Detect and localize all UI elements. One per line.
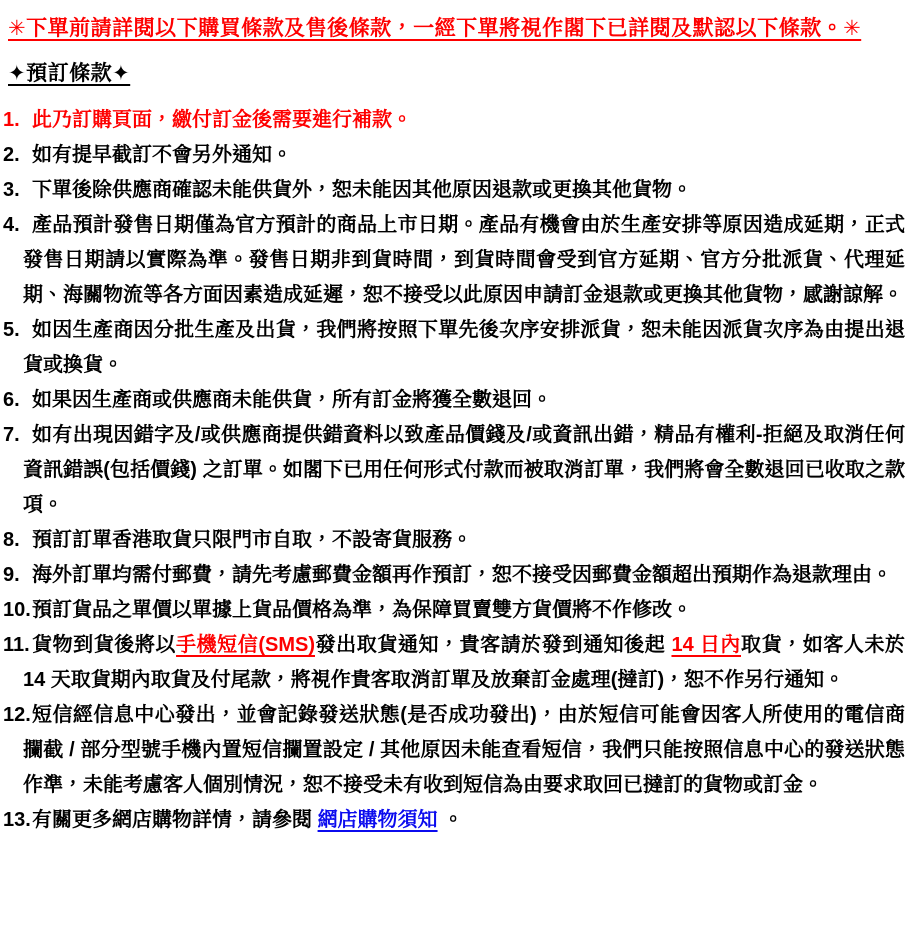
term-text: 取貨，如客人未於 14 天取貨期內取貨及付尾款，將視作貴客取消訂單及放棄訂金處理(撻訂)，恕不作另行通知。	[23, 634, 906, 691]
terms-list	[3, 103, 906, 838]
term-item-13	[3, 803, 905, 838]
term-number: 3.	[3, 179, 20, 201]
term-text: 如因生產商因分批生產及出貨，我們將按照下單先後次序安排派貨，恕未能因派貨次序為由提出退貨或換貨。	[23, 319, 905, 376]
term-item-6	[3, 383, 905, 418]
section-heading-preorder-terms: ✦預訂條款✦	[8, 62, 131, 85]
term-item-4	[3, 208, 905, 313]
term-item-2	[3, 138, 905, 173]
term-item-11	[3, 628, 906, 698]
term-number: 8.	[3, 529, 20, 551]
term-text: 產品預計發售日期僅為官方預計的商品上市日期。產品有機會由於生產安排等原因造成延期，正式發售日期請以實際為準。發售日期非到貨時間，到貨時間會受到官方延期、官方分批派貨、代理延期、海關物流等各方面因素造成延遲，恕不接受以此原因申請訂金退款或更換其他貨物，感謝諒解。	[23, 214, 905, 306]
term-item-1	[3, 103, 905, 138]
term-item-9	[3, 558, 905, 593]
term-text: 如有出現因錯字及/或供應商提供錯資料以致產品價錢及/或資訊出錯，精品有權利-拒絕及取消任何資訊錯誤(包括價錢) 之訂單。如閣下已用任何形式付款而被取消訂單，我們將會全數退回已收取之款項。	[23, 424, 905, 516]
term-text: 此乃訂購頁面，繳付訂金後需要進行補款。	[32, 109, 412, 131]
term-number: 5.	[3, 319, 20, 341]
term-text: 貨物到貨後將以	[32, 634, 177, 656]
term-text: 。	[437, 809, 464, 831]
highlighted-text: 14 日內	[671, 634, 741, 656]
term-number: 4.	[3, 214, 20, 236]
term-item-12	[3, 698, 905, 803]
term-text: 發出取貨通知，貴客請於發到通知後起	[315, 634, 672, 656]
term-number: 2.	[3, 144, 20, 166]
term-number: 11.	[3, 634, 30, 656]
term-number: 6.	[3, 389, 20, 411]
term-text: 預訂貨品之單價以單據上貨品價格為準，為保障買賣雙方貨價將不作修改。	[32, 599, 692, 621]
term-item-5	[3, 313, 905, 383]
term-text: 如果因生產商或供應商未能供貨，所有訂金將獲全數退回。	[32, 389, 552, 411]
term-number: 7.	[3, 424, 20, 446]
term-number: 1.	[3, 109, 20, 131]
term-item-8	[3, 523, 905, 558]
preorder-warning-banner: ✳下單前請詳閱以下購買條款及售後條款，一經下單將視作閣下已詳閱及默認以下條款。✳	[8, 17, 862, 40]
term-number: 9.	[3, 564, 20, 586]
store-shopping-guide-link[interactable]: 網店購物須知	[317, 809, 438, 831]
term-number: 13.	[3, 809, 31, 831]
term-text: 海外訂單均需付郵費，請先考慮郵費金額再作預訂，恕不接受因郵費金額超出預期作為退款理由。	[32, 564, 892, 586]
term-text: 有關更多網店購物詳情，請參閱	[32, 809, 318, 831]
term-text: 如有提早截訂不會另外通知。	[32, 144, 292, 166]
term-item-10	[3, 593, 905, 628]
term-text: 預訂訂單香港取貨只限門市自取，不設寄貨服務。	[32, 529, 472, 551]
term-number: 10.	[3, 599, 31, 621]
highlighted-text: 手機短信(SMS)	[176, 634, 315, 656]
term-text: 下單後除供應商確認未能供貨外，恕未能因其他原因退款或更換其他貨物。	[32, 179, 692, 201]
term-text: 短信經信息中心發出，並會記錄發送狀態(是否成功發出)，由於短信可能會因客人所使用的電信商攔截 / 部分型號手機內置短信攔置設定 / 其他原因未能查看短信，我們只能按照信息中心的發送狀態作準，未能考慮客人個別情況，恕不接受未有收到短信為由要求取回已撻訂的貨物或訂金。	[23, 704, 905, 796]
term-item-7	[3, 418, 905, 523]
term-number: 12.	[3, 704, 31, 726]
term-item-3	[3, 173, 905, 208]
